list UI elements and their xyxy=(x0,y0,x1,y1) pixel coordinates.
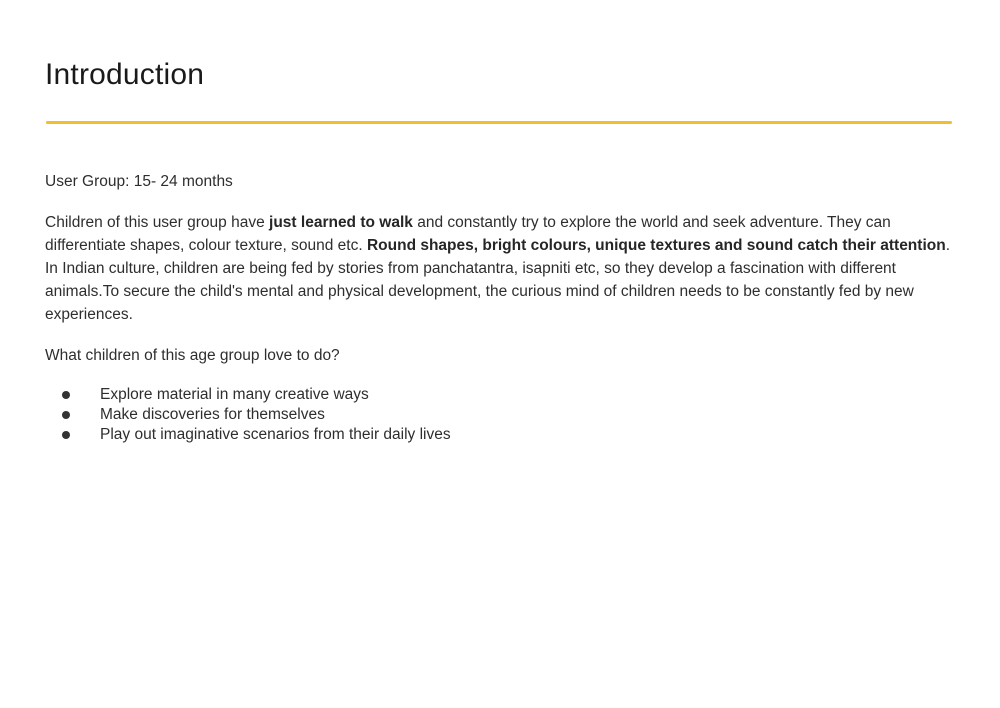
question-line: What children of this age group love to do? xyxy=(45,347,340,364)
paragraph-text-2: and constantly try to explore the world and seek adventure. They can differentiate shapes, colour texture, sound etc. xyxy=(45,214,891,254)
list-item-text: Explore material in many creative ways xyxy=(100,386,369,403)
list-item-text: Make discoveries for themselves xyxy=(100,406,325,423)
page-title: Introduction xyxy=(45,58,205,91)
document-body xyxy=(45,170,965,445)
list-item xyxy=(45,385,965,405)
list-item xyxy=(45,425,965,445)
bullet-icon xyxy=(62,391,70,399)
paragraph-bold-1: just learned to walk xyxy=(269,214,413,231)
paragraph-text-3: . In Indian culture, children are being fed by stories from panchatantra, isapniti etc, so they develop a fascination with different animals.To secure the child's mental and physical development, the curious mind of children needs to be constantly fed by new experiences. xyxy=(45,237,950,323)
bullet-icon xyxy=(62,411,70,419)
activity-list xyxy=(45,385,965,445)
paragraph-text-1: Children of this user group have xyxy=(45,214,270,231)
intro-paragraph xyxy=(45,211,965,326)
list-item-text: Play out imaginative scenarios from their daily lives xyxy=(100,426,451,443)
bullet-icon xyxy=(62,431,70,439)
title-divider xyxy=(46,121,952,124)
user-group-line: User Group: 15- 24 months xyxy=(45,173,233,190)
list-item xyxy=(45,405,965,425)
paragraph-bold-2: Round shapes, bright colours, unique textures and sound catch their attention xyxy=(366,237,946,254)
